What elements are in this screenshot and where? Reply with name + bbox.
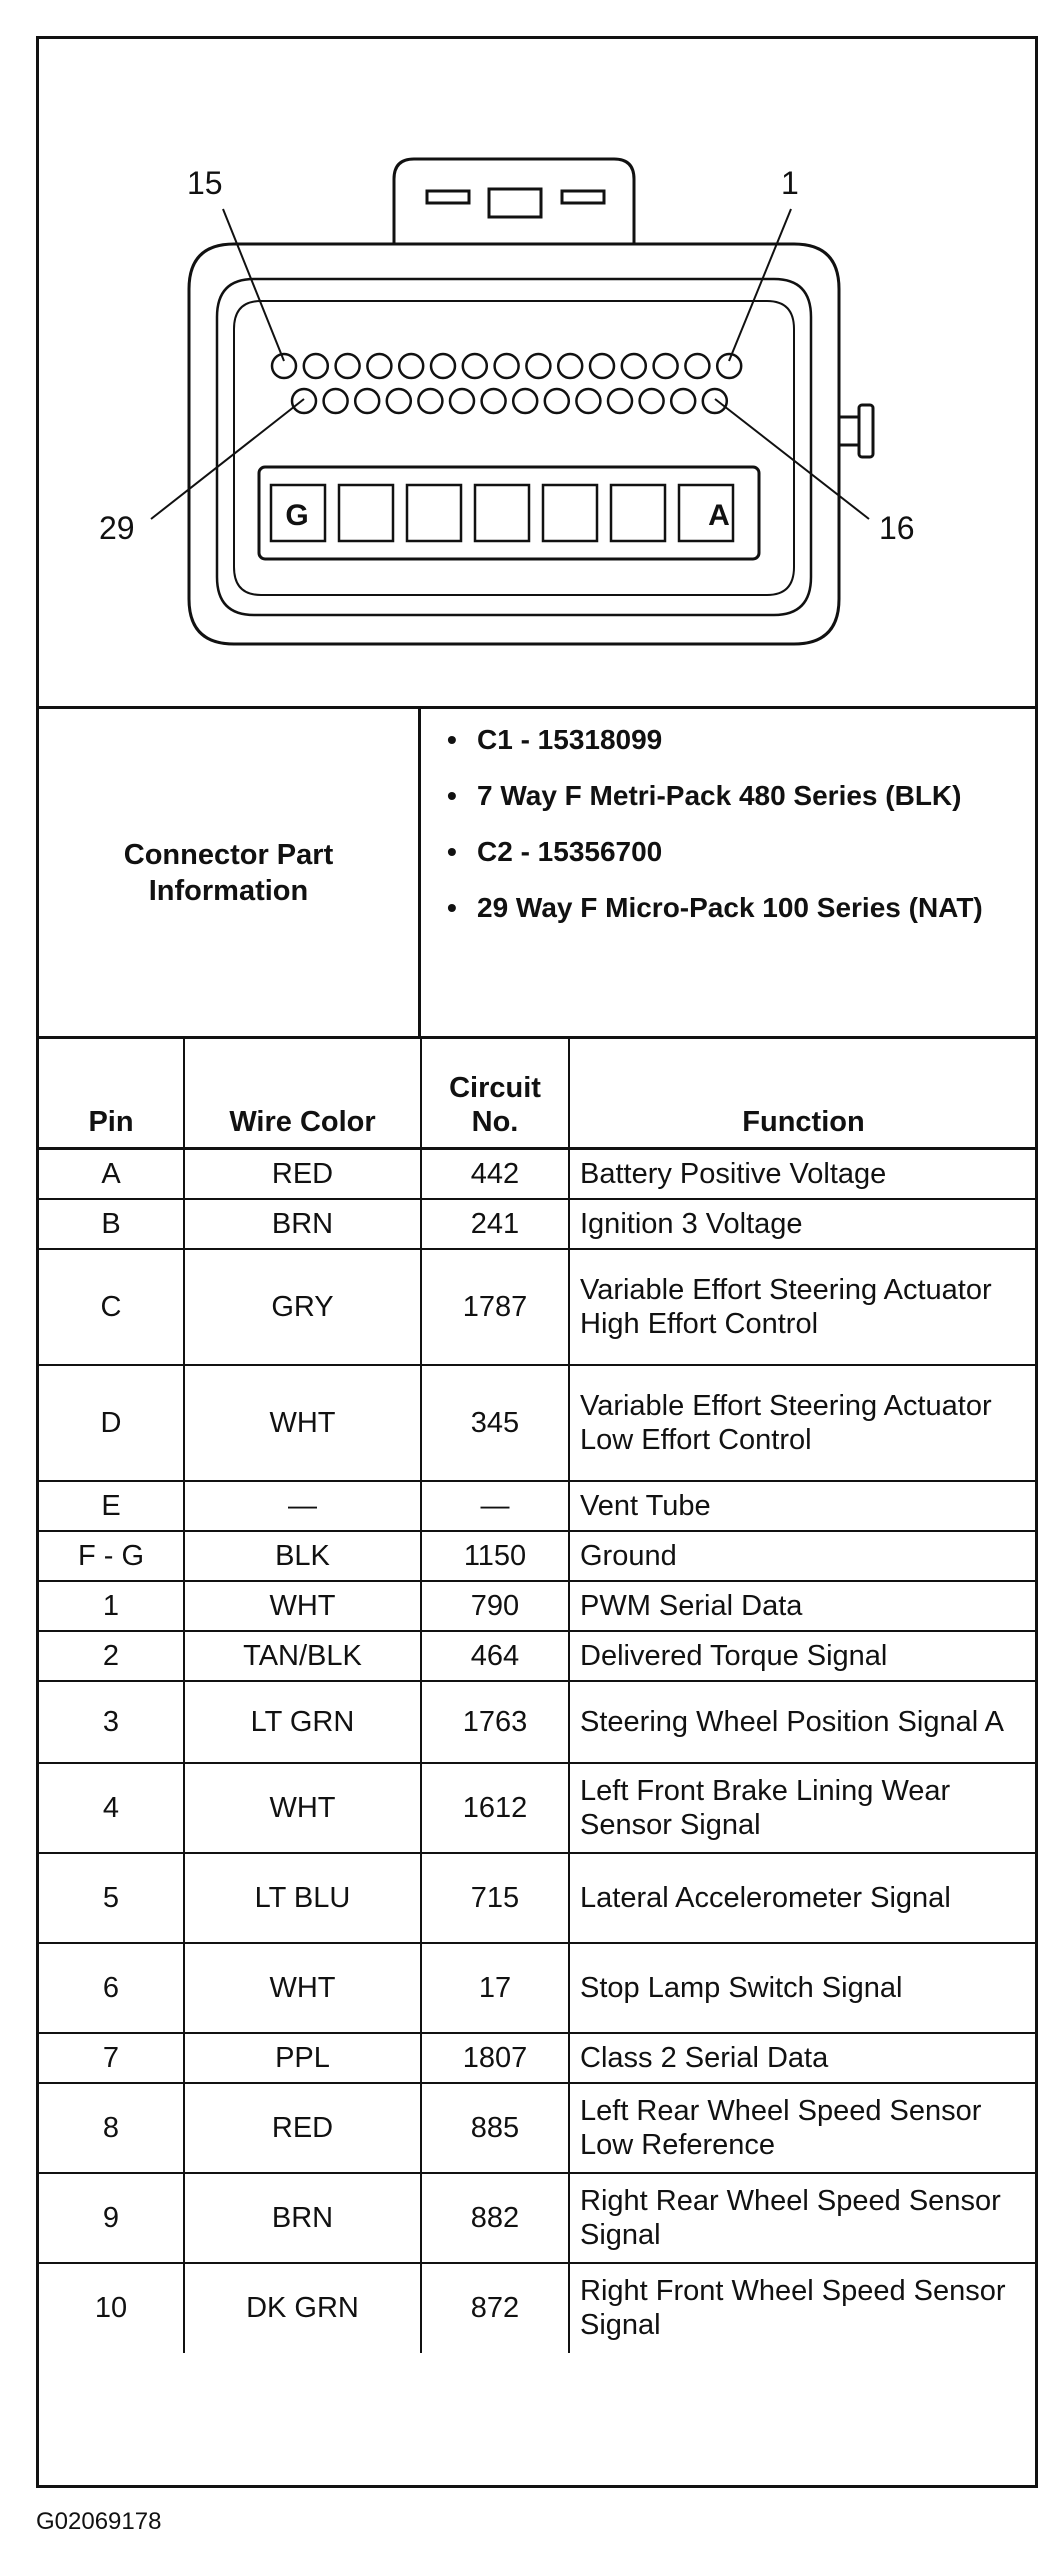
pin-cavity <box>608 389 632 413</box>
pin-cavity <box>545 389 569 413</box>
pin-cavity <box>703 389 727 413</box>
circuit-no-cell: 442 <box>421 1149 569 1199</box>
connector-info-item: • 7 Way F Metri-Pack 480 Series (BLK) <box>447 779 1035 813</box>
pin-cavity <box>685 354 709 378</box>
function-cell: Class 2 Serial Data <box>569 2033 1035 2083</box>
pin-cell: 10 <box>39 2263 184 2353</box>
circuit-no-cell: 1150 <box>421 1531 569 1581</box>
callout-15: 15 <box>187 165 223 201</box>
cavity-square <box>611 485 665 541</box>
function-cell: Vent Tube <box>569 1481 1035 1531</box>
function-cell: PWM Serial Data <box>569 1581 1035 1631</box>
wire-color-cell: LT BLU <box>184 1853 421 1943</box>
cavity-square <box>339 485 393 541</box>
pin-cell: 6 <box>39 1943 184 2033</box>
leader-1 <box>729 209 791 361</box>
wire-color-cell: — <box>184 1481 421 1531</box>
pin-cell: F - G <box>39 1531 184 1581</box>
circuit-no-cell: 1787 <box>421 1249 569 1365</box>
table-row <box>39 1581 1035 1631</box>
pin-cell: 5 <box>39 1853 184 1943</box>
pin-cavity <box>304 354 328 378</box>
cavity-square <box>407 485 461 541</box>
pin-cavity <box>558 354 582 378</box>
circuit-no-cell: 1763 <box>421 1681 569 1763</box>
pin-cell: 4 <box>39 1763 184 1853</box>
callout-29: 29 <box>99 510 135 546</box>
table-row <box>39 1763 1035 1853</box>
wire-color-cell: WHT <box>184 1943 421 2033</box>
wire-color-cell: WHT <box>184 1365 421 1481</box>
wire-color-cell: RED <box>184 2083 421 2173</box>
pin-cavity <box>450 389 474 413</box>
connector-part-info <box>39 706 1035 1036</box>
function-cell: Ignition 3 Voltage <box>569 1199 1035 1249</box>
connector-face-drawing <box>39 39 1035 706</box>
wire-color-cell: WHT <box>184 1763 421 1853</box>
cavity-label-g: G <box>285 499 309 532</box>
pin-cavity <box>431 354 455 378</box>
pin-cavity <box>671 389 695 413</box>
figure-id: G02069178 <box>36 2508 162 2535</box>
wire-color-cell: TAN/BLK <box>184 1631 421 1681</box>
circuit-no-cell: 1612 <box>421 1763 569 1853</box>
table-row <box>39 1481 1035 1531</box>
table-row <box>39 2033 1035 2083</box>
function-cell: Left Front Brake Lining Wear Sensor Signal <box>569 1763 1035 1853</box>
pin-cavity <box>576 389 600 413</box>
function-cell: Right Rear Wheel Speed Sensor Signal <box>569 2173 1035 2263</box>
circuit-no-cell: 464 <box>421 1631 569 1681</box>
cavity-label-a: A <box>708 499 730 532</box>
pin-cell: 7 <box>39 2033 184 2083</box>
header-function: Function <box>569 1038 1035 1149</box>
circuit-no-cell: 715 <box>421 1853 569 1943</box>
header-pin: Pin <box>39 1038 184 1149</box>
cavity-squares <box>271 485 733 541</box>
pin-cavity <box>336 354 360 378</box>
pin-cavity <box>399 354 423 378</box>
circuit-no-cell: 345 <box>421 1365 569 1481</box>
pinout-table <box>39 1036 1035 2353</box>
connector-info-item: • C2 - 15356700 <box>447 835 1035 869</box>
pin-cavity <box>717 354 741 378</box>
wire-color-cell: PPL <box>184 2033 421 2083</box>
table-row <box>39 1149 1035 1199</box>
table-row <box>39 1943 1035 2033</box>
connector-diagram <box>39 39 1035 706</box>
table-row <box>39 1853 1035 1943</box>
table-row <box>39 2263 1035 2353</box>
pin-cavity <box>590 354 614 378</box>
pin-cavity <box>324 389 348 413</box>
table-row <box>39 2083 1035 2173</box>
wire-color-cell: BRN <box>184 1199 421 1249</box>
connector-info-label-cell <box>39 709 421 1036</box>
function-cell: Steering Wheel Position Signal A <box>569 1681 1035 1763</box>
table-row <box>39 1249 1035 1365</box>
table-row <box>39 1199 1035 1249</box>
table-row <box>39 1365 1035 1481</box>
pin-cavity <box>640 389 664 413</box>
pin-row-16-29 <box>292 389 727 413</box>
pin-cavity <box>367 354 391 378</box>
pin-cavity <box>355 389 379 413</box>
header-circuit-no: Circuit No. <box>421 1038 569 1149</box>
connector-info-label: Connector Part Information <box>123 838 334 907</box>
circuit-no-cell: 1807 <box>421 2033 569 2083</box>
table-header-row <box>39 1038 1035 1149</box>
pin-cavity <box>463 354 487 378</box>
connector-info-item: • 29 Way F Micro-Pack 100 Series (NAT) <box>447 891 1035 925</box>
connector-info-list <box>421 709 1035 1036</box>
wire-color-cell: BLK <box>184 1531 421 1581</box>
pin-cavity <box>513 389 537 413</box>
wire-color-cell: GRY <box>184 1249 421 1365</box>
pin-cell: C <box>39 1249 184 1365</box>
cavity-square <box>543 485 597 541</box>
table-row <box>39 1681 1035 1763</box>
pin-cavity <box>622 354 646 378</box>
wire-color-cell: LT GRN <box>184 1681 421 1763</box>
pin-cavity <box>482 389 506 413</box>
pin-cell: E <box>39 1481 184 1531</box>
pin-cell: 2 <box>39 1631 184 1681</box>
figure-frame <box>36 36 1038 2488</box>
pin-cavity <box>292 389 316 413</box>
pin-cavity <box>272 354 296 378</box>
function-cell: Delivered Torque Signal <box>569 1631 1035 1681</box>
inner-wall-2 <box>234 301 794 595</box>
circuit-no-cell: — <box>421 1481 569 1531</box>
pin-cell: A <box>39 1149 184 1199</box>
leader-29 <box>151 399 304 519</box>
pin-cavity <box>495 354 519 378</box>
pin-cavity <box>387 389 411 413</box>
connector-info-item: • C1 - 15318099 <box>447 723 1035 757</box>
side-latch <box>839 417 859 445</box>
pin-cell: 1 <box>39 1581 184 1631</box>
circuit-no-cell: 17 <box>421 1943 569 2033</box>
circuit-no-cell: 241 <box>421 1199 569 1249</box>
connector-housing <box>189 244 839 644</box>
circuit-no-cell: 882 <box>421 2173 569 2263</box>
pin-cell: 3 <box>39 1681 184 1763</box>
wire-color-cell: DK GRN <box>184 2263 421 2353</box>
pin-cavity <box>418 389 442 413</box>
inner-wall <box>217 279 811 615</box>
cavity-block <box>259 467 759 559</box>
pin-cell: 8 <box>39 2083 184 2173</box>
wire-color-cell: RED <box>184 1149 421 1199</box>
pin-cell: B <box>39 1199 184 1249</box>
pin-cavity <box>526 354 550 378</box>
pin-cell: D <box>39 1365 184 1481</box>
wire-color-cell: WHT <box>184 1581 421 1631</box>
wire-color-cell: BRN <box>184 2173 421 2263</box>
function-cell: Stop Lamp Switch Signal <box>569 1943 1035 2033</box>
pin-cavity <box>654 354 678 378</box>
callout-1: 1 <box>781 165 799 201</box>
function-cell: Right Front Wheel Speed Sensor Signal <box>569 2263 1035 2353</box>
circuit-no-cell: 790 <box>421 1581 569 1631</box>
function-cell: Variable Effort Steering Actuator High Effort Control <box>569 1249 1035 1365</box>
function-cell: Lateral Accelerometer Signal <box>569 1853 1035 1943</box>
pin-row-1-15 <box>272 354 741 378</box>
table-row <box>39 1531 1035 1581</box>
table-row <box>39 2173 1035 2263</box>
function-cell: Battery Positive Voltage <box>569 1149 1035 1199</box>
cavity-square <box>475 485 529 541</box>
table-row <box>39 1631 1035 1681</box>
header-wire-color: Wire Color <box>184 1038 421 1149</box>
circuit-no-cell: 885 <box>421 2083 569 2173</box>
function-cell: Left Rear Wheel Speed Sensor Low Reference <box>569 2083 1035 2173</box>
pin-cell: 9 <box>39 2173 184 2263</box>
function-cell: Ground <box>569 1531 1035 1581</box>
function-cell: Variable Effort Steering Actuator Low Effort Control <box>569 1365 1035 1481</box>
circuit-no-cell: 872 <box>421 2263 569 2353</box>
callout-16: 16 <box>879 510 915 546</box>
